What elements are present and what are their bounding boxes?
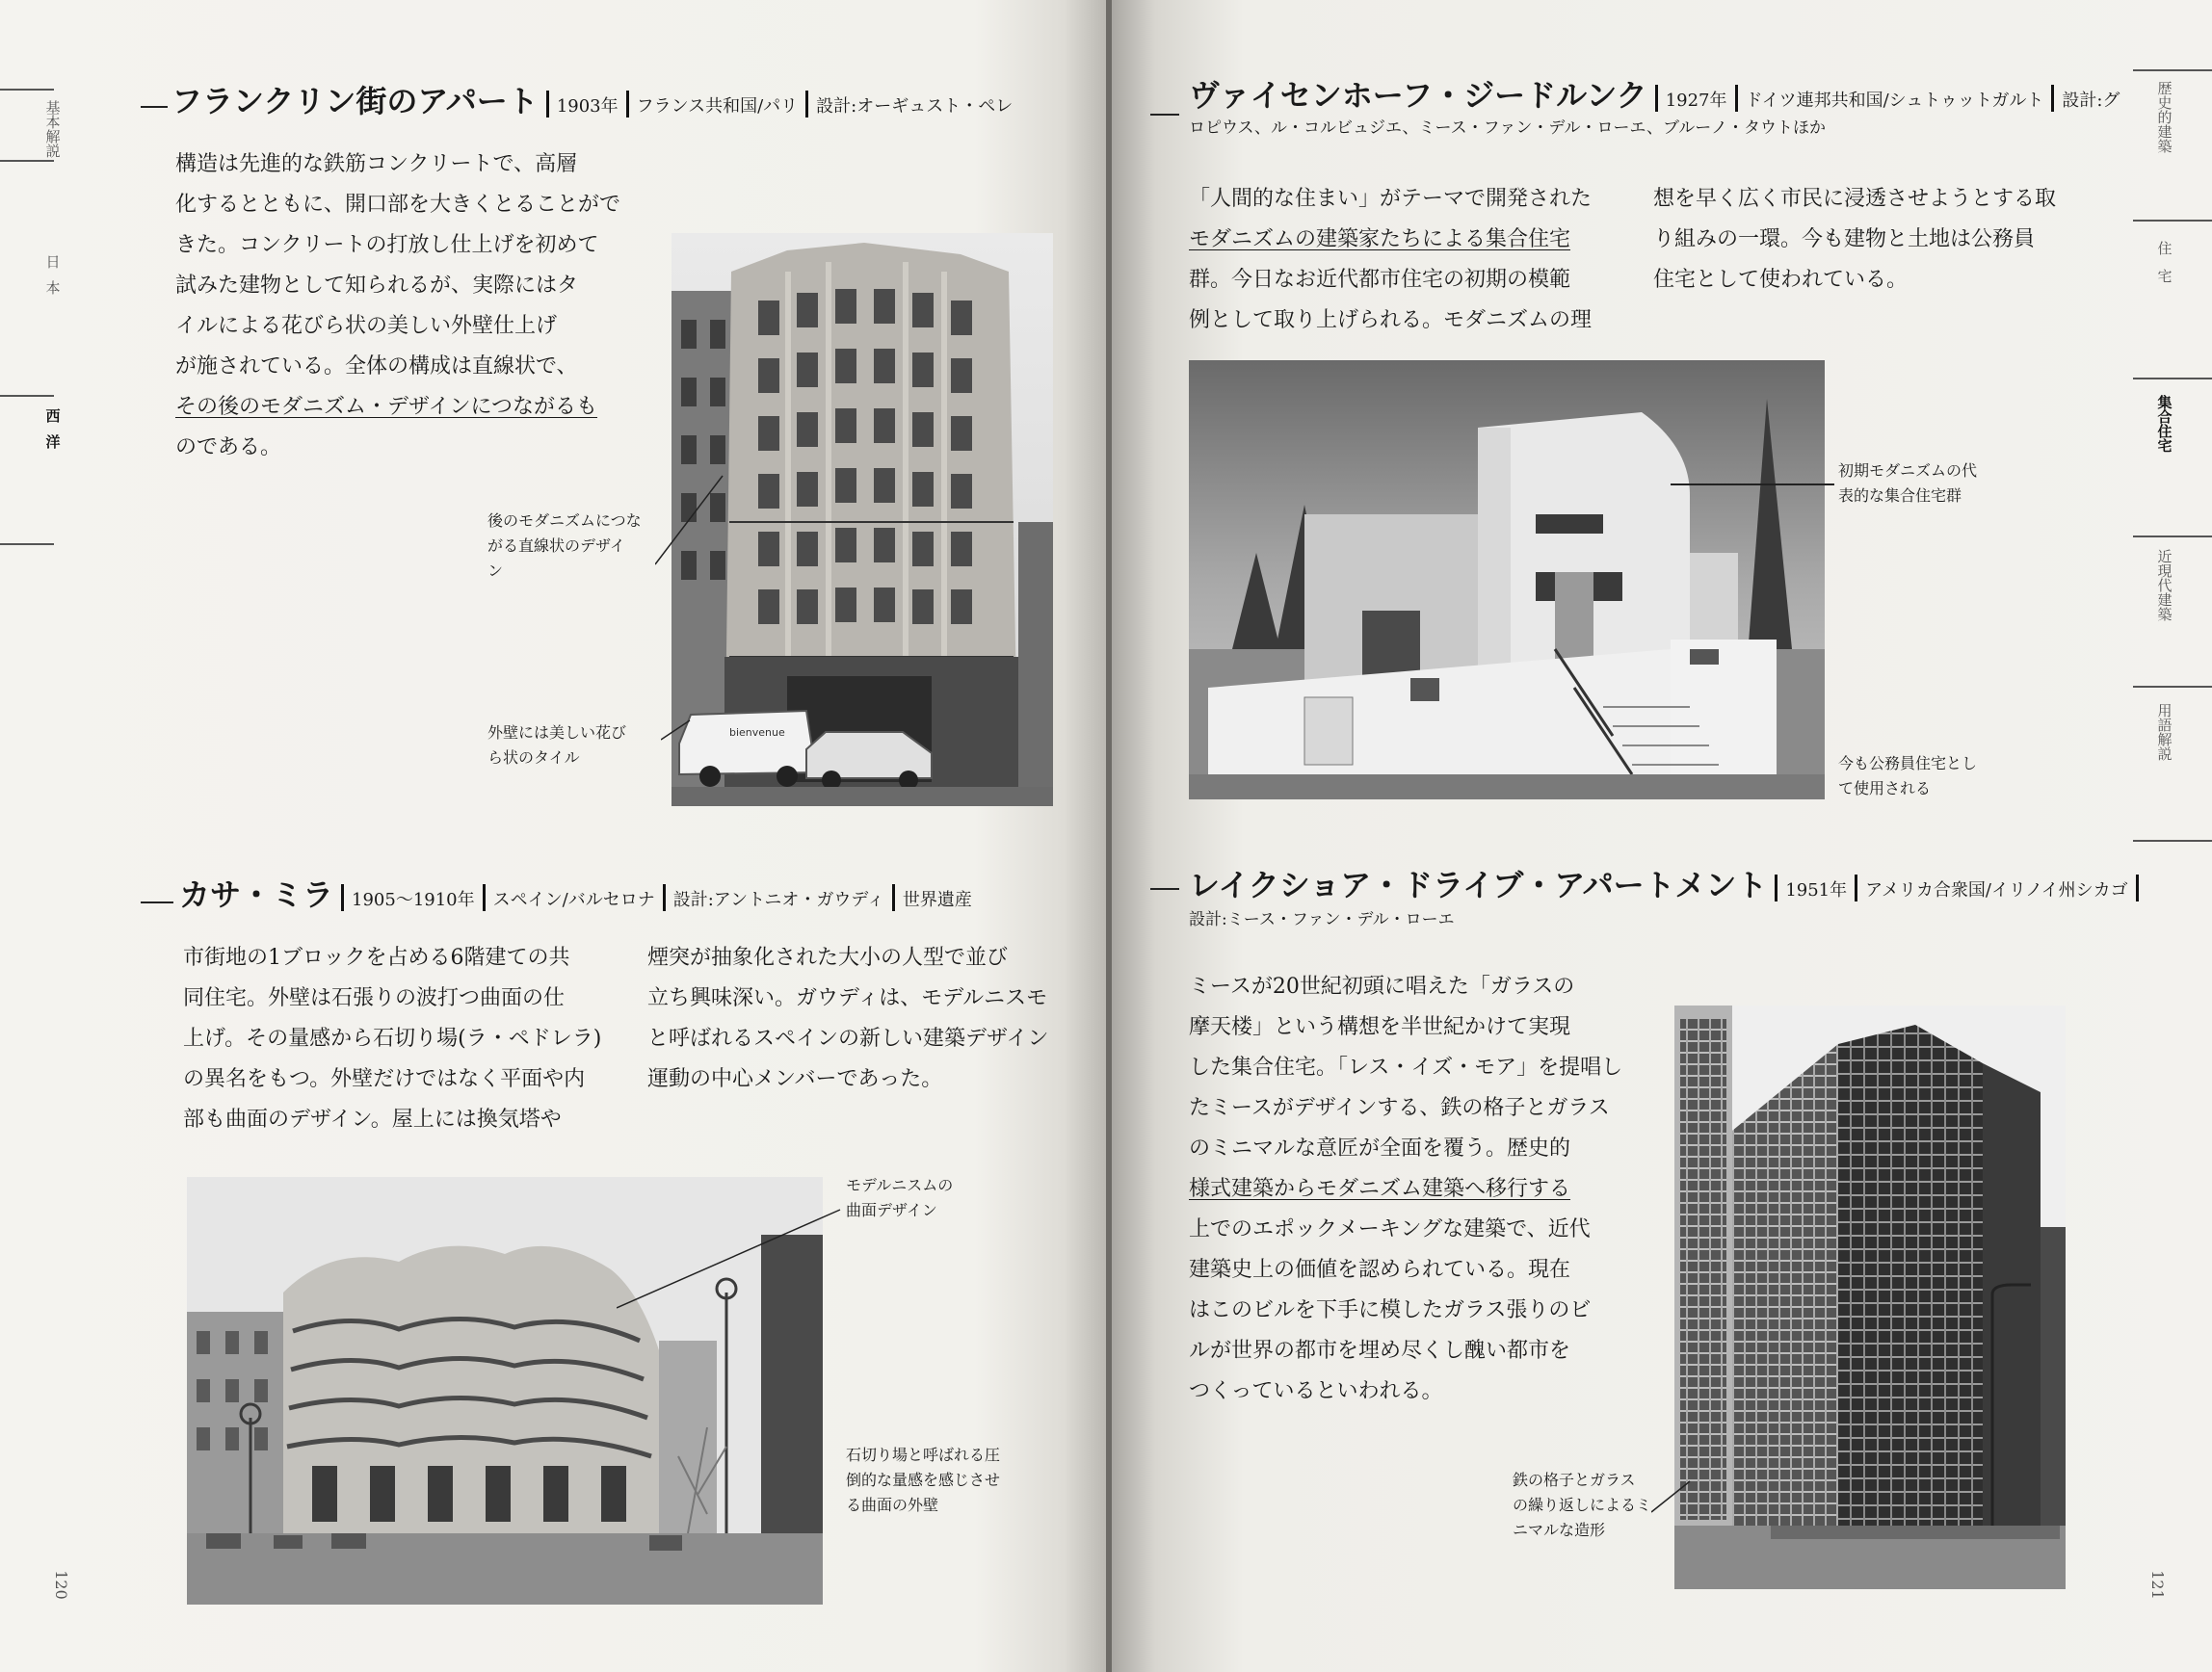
side-index-seiyo[interactable]: 西洋: [43, 408, 62, 460]
article-designer: 設計:アントニオ・ガウディ: [672, 890, 884, 910]
article-location: フランス共和国/パリ: [636, 96, 799, 117]
title-leader: [1150, 114, 1179, 116]
article-designer: 設計:オーギュスト・ペレ: [816, 96, 1014, 117]
side-index-kingendai[interactable]: 近現代建築: [2155, 549, 2173, 621]
caption-lake-shore-grid: 鉄の格子とガラス の繰り返しによるミ ニマルな造形: [1513, 1471, 1652, 1539]
caption-casa-mila-wall: 石切り場と呼ばれる圧 倒的な量感を感じさせ る曲面の外壁: [846, 1446, 1001, 1514]
article-header-franklin: [171, 77, 1013, 121]
caption-weissenhof-public: 今も公務員住宅とし て使用される: [1838, 754, 1978, 797]
article-title: カサ・ミラ: [179, 876, 334, 913]
title-leader: [1150, 888, 1179, 890]
article-title: ヴァイセンホーフ・ジードルンク: [1189, 77, 1647, 114]
caption-franklin-design: 後のモダニズムにつな がる直線状のデザイ ン: [487, 511, 642, 580]
title-leader: [141, 901, 173, 903]
article-header-lake-shore: [1189, 861, 2146, 905]
side-index-kihon[interactable]: 基本解説: [43, 100, 62, 158]
index-rule: [2133, 840, 2212, 842]
article-header-casa-mila: [179, 871, 972, 915]
side-index-jutaku[interactable]: 住宅: [2155, 241, 2173, 297]
article-year: 1905〜1910年: [352, 890, 475, 910]
index-rule: [2133, 536, 2212, 537]
van-lettering: bienvenue: [729, 726, 785, 739]
article-heritage: 世界遺産: [902, 890, 972, 910]
article-location: スペイン/バルセロナ: [492, 890, 655, 910]
index-rule: [0, 543, 54, 545]
caption-leader-line: [1651, 1477, 1709, 1516]
photo-weissenhof-siedlung: [1189, 360, 1825, 799]
side-index-yogo[interactable]: 用語解説: [2155, 703, 2173, 761]
page-number: 120: [51, 1570, 70, 1600]
article-body-weissenhof-col1: 「人間的な住まい」がテーマで開発された モダニズムの建築家たちによる集合住宅 群。今日なお近代都市住宅の初期の模範 例として取り上げられる。モダニズムの理: [1189, 187, 1593, 332]
article-body-lake-shore: ミースが20世紀初頭に唱えた「ガラスの 摩天楼」という構想を半世紀かけて実現 した集合住宅。「レス・イズ・モア」を提唱し たミースがデザインする、鉄の格子とガラス のミニマルな意匠が全面を覆う。歴史的 様式建築からモダニズム建築へ移行する 上でのエポックメーキングな建築で、近代 建築史上の価値を認められている。現在 はこのビルを下手に模したガラス張りのビ ルが世界の都市を埋め尽くし醜い都市を つくっているといわれる。: [1189, 975, 1623, 1403]
caption-casa-mila-curve: モデルニスムの 曲面デザイン: [846, 1176, 954, 1219]
article-location: ドイツ連邦共和国/シュトゥットガルト: [1745, 91, 2044, 111]
title-leader: [141, 106, 168, 108]
caption-weissenhof-early: 初期モダニズムの代 表的な集合住宅群: [1838, 461, 1978, 505]
index-rule: [0, 160, 54, 162]
index-rule: [2133, 378, 2212, 379]
article-header-weissenhof: [1189, 71, 2120, 116]
photo-lake-shore-drive-apartments: [1674, 1006, 2066, 1589]
article-body-casa-mila-col1: 市街地の1ブロックを占める6階建ての共 同住宅。外壁は石張りの波打つ曲面の仕 上げ。その量感から石切り場(ラ・ペドレラ) の異名をもつ。外壁だけではなく平面や内 部も曲面のデザイン。屋上には換気塔や: [183, 946, 602, 1132]
article-body-casa-mila-col2: 煙突が抽象化された大小の人型で並び 立ち興味深い。ガウディは、モデルニスモ と呼ばれるスペインの新しい建築デザイン 運動の中心メンバーであった。: [647, 946, 1049, 1091]
article-year: 1927年: [1665, 91, 1727, 111]
article-year: 1951年: [1785, 880, 1848, 901]
article-designer: 設計:グ: [2062, 91, 2120, 111]
article-title: レイクショア・ドライブ・アパートメント: [1189, 867, 1768, 903]
article-body-franklin: 構造は先進的な鉄筋コンクリートで、高層 化するとともに、開口部を大きくとることがで きた。コンクリートの打放し仕上げを初めて 試みた建物として知られるが、実際にはタ イルによる花びら状の美しい外壁仕上げ が施されている。全体の構成は直線状で、 その後のモダニズム・デザインにつながるも のである。: [175, 152, 621, 459]
index-rule: [2133, 69, 2212, 71]
article-body-weissenhof-col2: 想を早く広く市民に浸透させようとする取 り組みの一環。今も建物と土地は公務員 住宅として使われている。: [1653, 187, 2057, 292]
index-rule: [2133, 220, 2212, 222]
caption-leader-line: [617, 1206, 848, 1312]
article-location: アメリカ合衆国/イリノイ州シカゴ: [1865, 880, 2128, 901]
caption-leader-line: [661, 717, 699, 755]
index-rule: [0, 395, 54, 397]
caption-leader-line: [1671, 483, 1834, 485]
article-designer: 設計:ミース・ファン・デル・ローエ: [1189, 910, 1455, 929]
caption-leader-line: [655, 472, 732, 578]
side-index-shugo-jutaku[interactable]: 集合住宅: [2155, 395, 2173, 453]
side-index-nihon[interactable]: 日本: [43, 254, 62, 306]
right-page: [1112, 0, 2212, 1672]
index-rule: [0, 89, 54, 91]
side-index-rekishi[interactable]: 歴史的建築: [2155, 81, 2173, 153]
page-number: 121: [2147, 1570, 2167, 1600]
caption-franklin-tile: 外壁には美しい花び ら状のタイル: [487, 723, 627, 767]
article-designer-cont: ロピウス、ル・コルビュジエ、ミース・ファン・デル・ローエ、ブルーノ・タウトほか: [1189, 118, 1826, 138]
article-year: 1903年: [556, 96, 619, 117]
article-title: フランクリン街のアパート: [171, 83, 539, 119]
index-rule: [2133, 686, 2212, 688]
